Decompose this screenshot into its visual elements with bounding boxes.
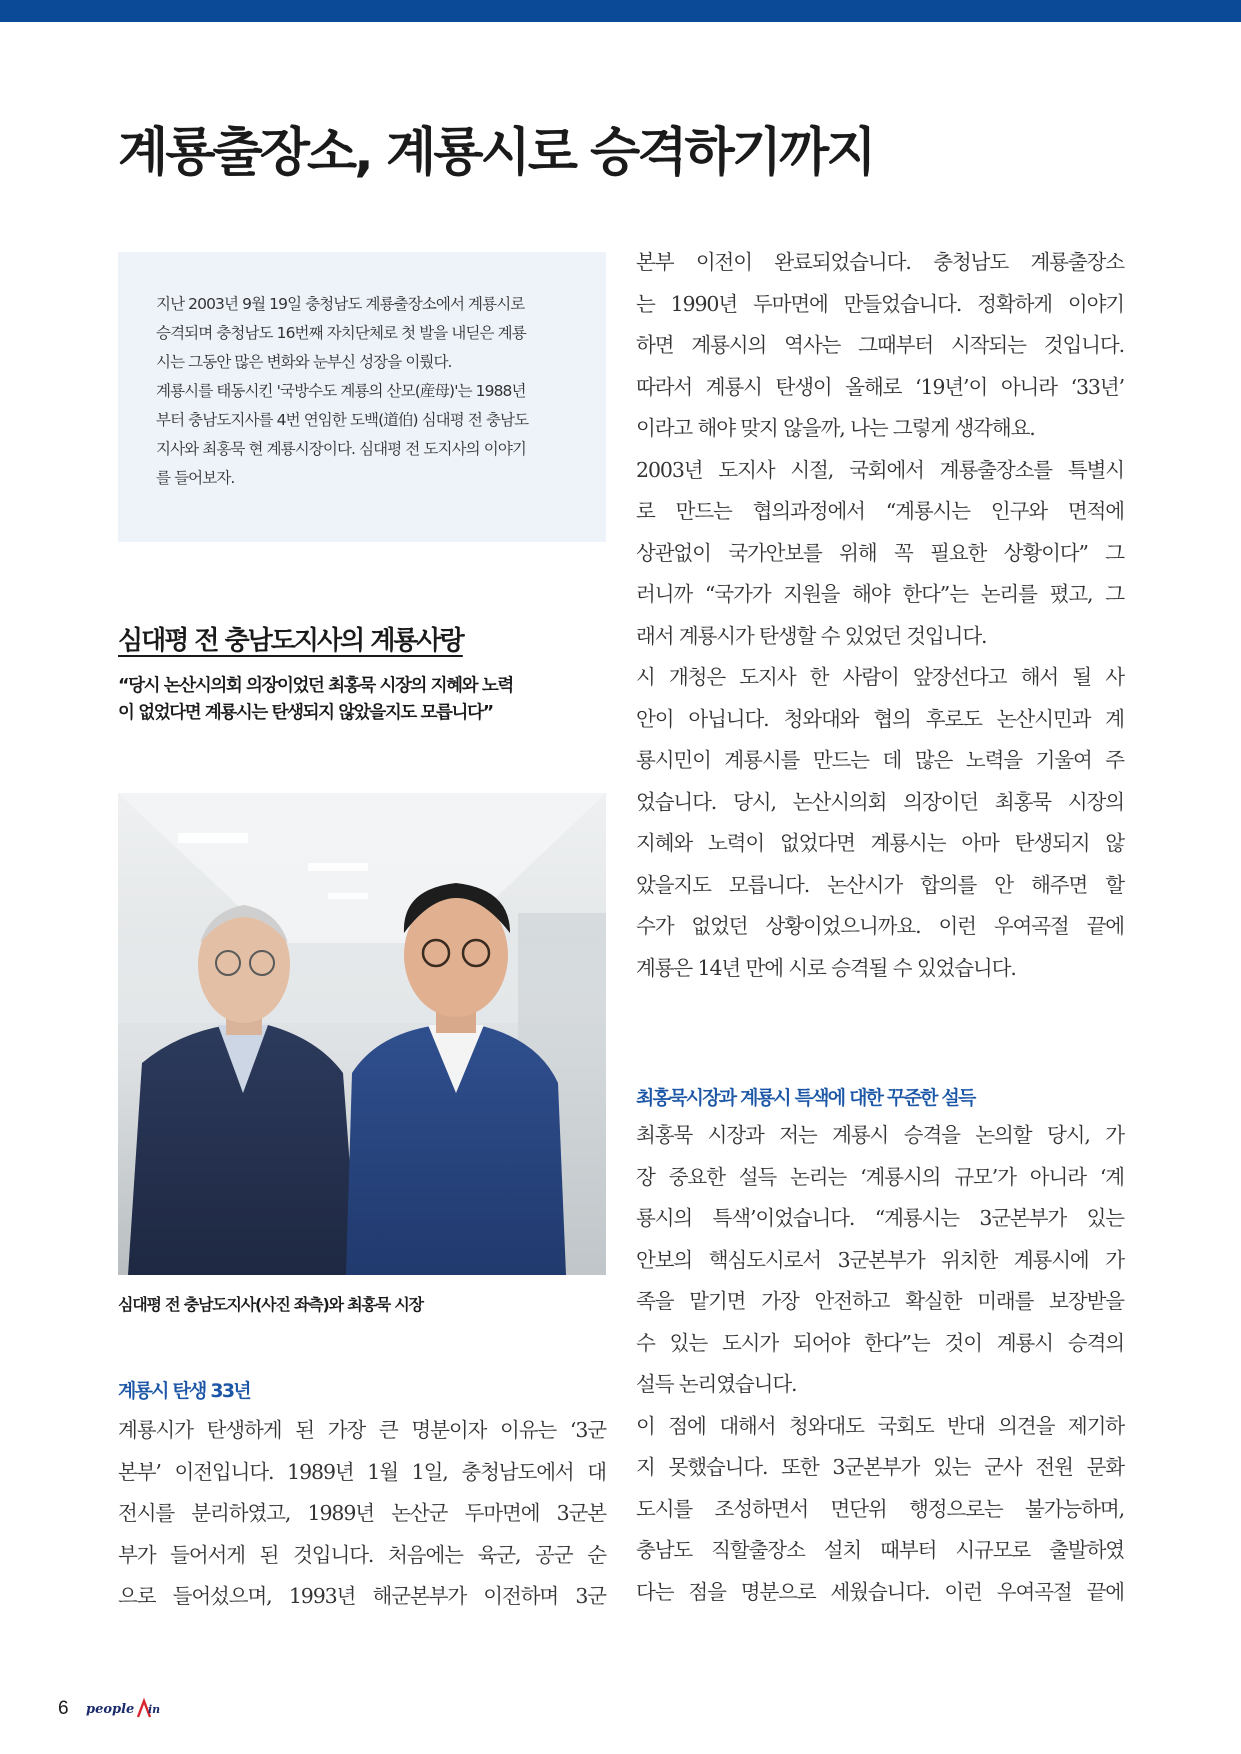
body-line: 시 개청은 도지사 한 사람이 앞장선다고 해서 될 사: [636, 665, 1124, 689]
body-line: 장 중요한 설득 논리는 ‘계룡시의 규모’가 아니라 ‘계: [636, 1164, 1124, 1189]
intro-line: 부터 충남도지사를 4번 연임한 도백(道伯) 심대평 전 충남도: [156, 411, 529, 429]
body-line: 도시를 조성하면서 면단위 행정으로는 불가능하며,: [636, 1496, 1124, 1521]
portrait-photo: [118, 793, 606, 1275]
body-line: 수 있는 도시가 되어야 한다”는 것이 계룡시 승격의: [636, 1330, 1124, 1355]
page-number: 6: [58, 1698, 69, 1719]
body-text-left: [118, 1410, 606, 1618]
body-line: 지혜와 노력이 없었다면 계룡시는 아마 탄생되지 않: [636, 831, 1124, 855]
svg-text:people: people: [86, 1702, 135, 1717]
body-text-right-top: [636, 242, 1124, 989]
body-line: 었습니다. 당시, 논산시의회 의장이던 최홍묵 시장의: [636, 789, 1124, 814]
intro-line: 시는 그동안 많은 변화와 눈부신 성장을 이뤘다.: [156, 353, 452, 371]
body-line: 지 못했습니다. 또한 3군본부가 있는 군사 전원 문화: [636, 1455, 1124, 1479]
body-line: 았을지도 모릅니다. 논산시가 합의를 안 해주면 할: [636, 872, 1124, 897]
body-line: 안이 아닙니다. 청와대와 협의 후로도 논산시민과 계: [636, 706, 1124, 731]
lead-quote-line: “당시 논산시의회 의장이었던 최홍묵 시장의 지혜와 노력: [118, 676, 513, 696]
section-heading: 심대평 전 충남도지사의 계룡사랑: [118, 626, 463, 656]
body-line: 룡시의 특색’이었습니다. “계룡시는 3군본부가 있는: [636, 1206, 1124, 1230]
body-line: 이 점에 대해서 청와대도 국회도 반대 의견을 제기하: [636, 1413, 1124, 1438]
intro-line: 를 들어보자.: [156, 469, 235, 487]
intro-line: 지사와 최홍묵 현 계룡시장이다. 심대평 전 도지사의 이야기: [156, 440, 526, 458]
intro-line: 지난 2003년 9월 19일 충청남도 계룡출장소에서 계룡시로: [156, 295, 525, 313]
lead-quote-line: 이 없었다면 계룡시는 탄생되지 않았을지도 모릅니다”: [118, 703, 493, 723]
people-in-logo: [84, 1693, 164, 1723]
body-line: 러니까 “국가가 지원을 해야 한다”는 논리를 폈고, 그: [636, 582, 1124, 606]
lead-quote: [118, 673, 613, 727]
subheading-persuasion: 최홍묵시장과 계룡시 특색에 대한 꾸준한 설득: [636, 1087, 975, 1109]
intro-line: 계룡시를 태동시킨 '국방수도 계룡의 산모(産母)'는 1988년: [156, 382, 526, 400]
body-line: 최홍묵 시장과 저는 계룡시 승격을 논의할 당시, 가: [636, 1123, 1124, 1147]
body-line: 계룡시가 탄생하게 된 가장 큰 명분이자 이유는 ‘3군: [118, 1418, 606, 1442]
svg-text:in: in: [148, 1703, 161, 1716]
body-line: 부가 들어서게 된 것입니다. 처음에는 육군, 공군 순: [118, 1542, 606, 1567]
body-line: 본부’ 이전입니다. 1989년 1월 1일, 충청남도에서 대: [118, 1459, 606, 1484]
body-line: 따라서 계룡시 탄생이 올해로 ‘19년’이 아니라 ‘33년’: [636, 374, 1124, 399]
body-line: 전시를 분리하였고, 1989년 논산군 두마면에 3군본: [118, 1501, 606, 1525]
top-accent-bar: [0, 0, 1241, 22]
photo-caption: 심대평 전 충남도지사(사진 좌측)와 최홍묵 시장: [118, 1295, 423, 1314]
body-line: 이라고 해야 맞지 않을까, 나는 그렇게 생각해요.: [636, 416, 1035, 440]
body-line: 래서 계룡시가 탄생할 수 있었던 것입니다.: [636, 623, 987, 648]
intro-line: 승격되며 충청남도 16번째 자치단체로 첫 발을 내딛은 계룡: [156, 324, 526, 342]
body-line: 계룡은 14년 만에 시로 승격될 수 있었습니다.: [636, 955, 1016, 980]
body-line: 본부 이전이 완료되었습니다. 충청남도 계룡출장소: [636, 250, 1124, 274]
body-text-right-bottom: [636, 1115, 1124, 1613]
body-line: 으로 들어섰으며, 1993년 해군본부가 이전하며 3군: [118, 1584, 606, 1608]
body-line: 2003년 도지사 시절, 국회에서 계룡출장소를 특별시: [636, 457, 1124, 482]
subheading-birth: 계룡시 탄생 33년: [118, 1380, 250, 1402]
body-line: 하면 계룡시의 역사는 그때부터 시작되는 것입니다.: [636, 333, 1124, 357]
body-line: 족을 맡기면 가장 안전하고 확실한 미래를 보장받을: [636, 1289, 1124, 1313]
body-line: 는 1990년 두마면에 만들었습니다. 정확하게 이야기: [636, 291, 1124, 316]
body-line: 상관없이 국가안보를 위해 꼭 필요한 상황이다” 그: [636, 540, 1124, 565]
body-line: 수가 없었던 상황이었으니까요. 이런 우여곡절 끝에: [636, 914, 1124, 938]
body-line: 다는 점을 명분으로 세웠습니다. 이런 우여곡절 끝에: [636, 1579, 1124, 1604]
body-line: 설득 논리였습니다.: [636, 1372, 797, 1396]
page-title: 계룡출장소, 계룡시로 승격하기까지: [118, 123, 874, 183]
intro-box: [118, 252, 606, 542]
body-line: 충남도 직할출장소 설치 때부터 시규모로 출발하였: [636, 1538, 1124, 1562]
body-line: 룡시민이 계룡시를 만드는 데 많은 노력을 기울여 주: [636, 748, 1124, 772]
body-line: 로 만드는 협의과정에서 “계룡시는 인구와 면적에: [636, 499, 1124, 523]
body-line: 안보의 핵심도시로서 3군본부가 위치한 계룡시에 가: [636, 1247, 1124, 1272]
